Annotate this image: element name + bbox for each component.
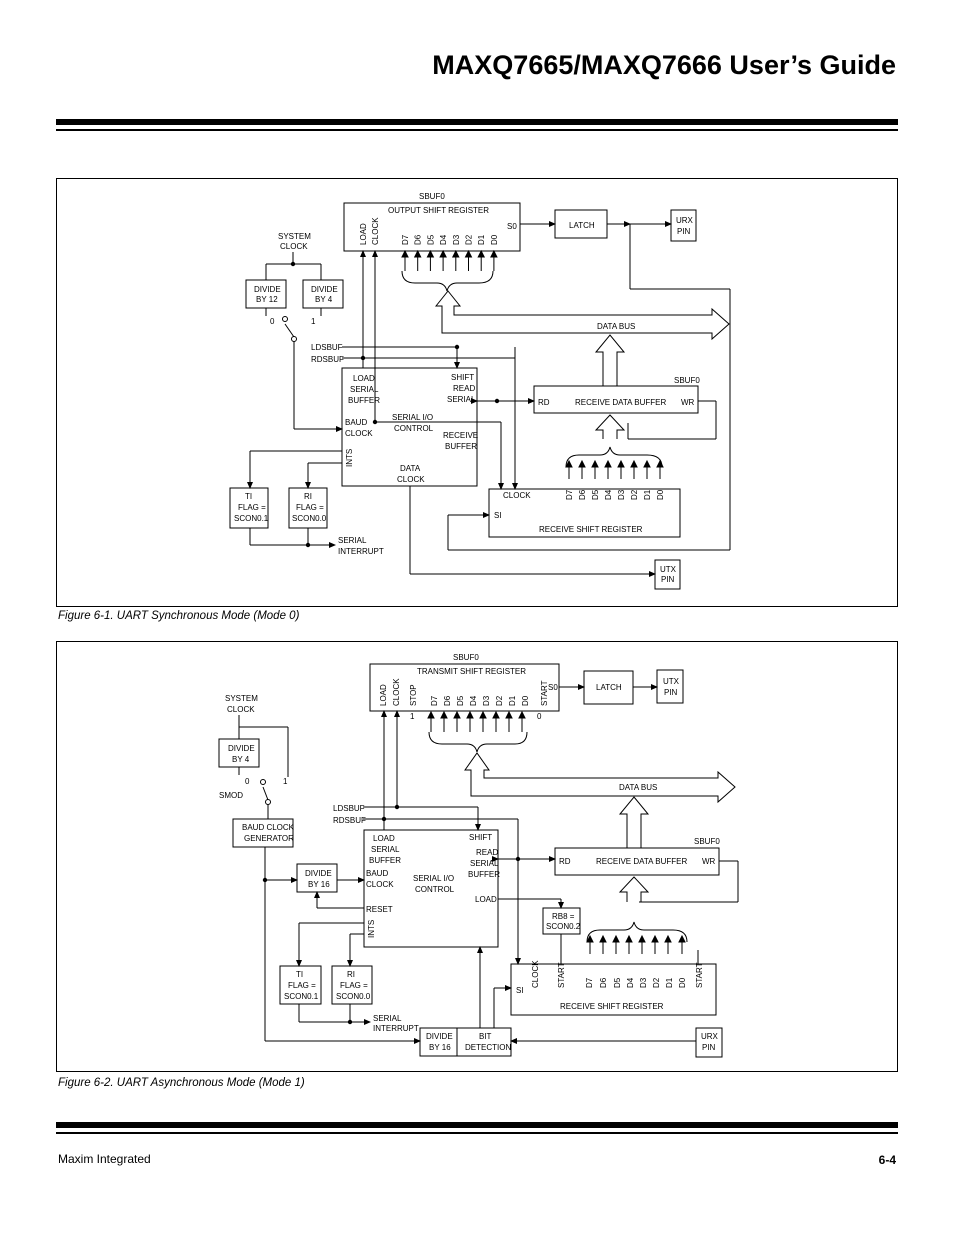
ti-2: FLAG = (238, 503, 266, 512)
tsr-label-3: D7 (430, 695, 439, 706)
ctl2-reset: RESET (366, 905, 393, 914)
ri2-1: RI (347, 970, 355, 979)
ri2-3: SCON0.0 (336, 992, 371, 1001)
rsr-bit-d7: D7 (565, 489, 574, 500)
ctl2-load-1: LOAD (373, 834, 395, 843)
bit-detect-1: BIT (479, 1032, 492, 1041)
tsr-label-1: CLOCK (392, 678, 401, 706)
ctl-shift-3: SERIAL (447, 395, 476, 404)
rsr-bit-d3: D3 (617, 489, 626, 500)
ctl2-read-1: READ (476, 848, 499, 857)
rsr2-label-0: CLOCK (531, 960, 540, 988)
header-rule-thick (56, 119, 898, 125)
latch-label: LATCH (569, 221, 595, 230)
urx-pin-box (671, 210, 696, 241)
switch-1-label: 1 (311, 317, 316, 326)
ctl-dclk-2: CLOCK (397, 475, 425, 484)
bit-detect-2: DETECTION (465, 1043, 512, 1052)
osr-bit-d1: D1 (477, 234, 487, 245)
ri-1: RI (304, 492, 312, 501)
utx-label-1: UTX (660, 565, 676, 574)
ri-2: FLAG = (296, 503, 324, 512)
ctl-load-3: BUFFER (348, 396, 380, 405)
ctl2-center-2: CONTROL (415, 885, 455, 894)
data-bus-label: DATA BUS (597, 322, 636, 331)
figure-6-2-diagram (57, 642, 899, 1073)
rsr2-label-3: D6 (599, 977, 608, 988)
ctl-shift-2: READ (453, 384, 476, 393)
rsr2-label-8: D1 (665, 977, 674, 988)
divide16b-2: BY 16 (429, 1043, 451, 1052)
tsr-label-7: D3 (482, 695, 491, 706)
sbuf-right-label: SBUF0 (674, 376, 700, 385)
osr-clock-label: CLOCK (371, 217, 380, 245)
osr-load-label: LOAD (359, 223, 368, 245)
tsr-label-0: LOAD (379, 684, 388, 706)
rsr-clock: CLOCK (503, 491, 531, 500)
rsr-bit-d6: D6 (578, 489, 587, 500)
rsr2-title: RECEIVE SHIFT REGISTER (560, 1002, 664, 1011)
osr-bit-d4: D4 (439, 234, 449, 245)
rsr-bit-d1: D1 (643, 489, 652, 500)
footer-rule-thick (56, 1122, 898, 1128)
osr-bit-d7: D7 (401, 234, 410, 245)
figure-6-2-frame (56, 641, 898, 1072)
latch-label-2: LATCH (596, 683, 622, 692)
tsr-stop-val: 1 (410, 712, 415, 721)
serial-interrupt-1: SERIAL (338, 536, 367, 545)
rdb2-rd: RD (559, 857, 571, 866)
baud-gen-1: BAUD CLOCK (242, 823, 295, 832)
rb8-2: SCON0.2 (546, 922, 581, 931)
tsr-label-5: D5 (456, 695, 465, 706)
rsr-bit-d0: D0 (656, 489, 665, 500)
rdb-rd: RD (538, 398, 550, 407)
figure-6-2-caption: Figure 6-2. UART Asynchronous Mode (Mode 1) (58, 1077, 305, 1089)
ctl-center-2: CONTROL (394, 424, 434, 433)
divide12-label-2: BY 12 (256, 295, 278, 304)
tsr-label-11: START (540, 680, 549, 706)
system-clock-label-2: CLOCK (280, 242, 308, 251)
footer-publisher: Maxim Integrated (58, 1152, 151, 1166)
utx-label-2a: UTX (663, 677, 679, 686)
urx2-2: PIN (702, 1043, 716, 1052)
figure-6-1-diagram (57, 179, 899, 608)
urx-label-1: URX (676, 216, 693, 225)
osr-bit-d3: D3 (451, 234, 461, 245)
osr-bit-d6: D6 (413, 234, 423, 245)
divide4-label-1: DIVIDE (311, 285, 338, 294)
rdb-wr: WR (681, 398, 695, 407)
ctl-ints: INTS (345, 448, 354, 467)
rsr2-label-10: START (695, 962, 704, 988)
osr-bit-d2: D2 (464, 234, 474, 245)
divide16a-2: BY 16 (308, 880, 330, 889)
document-title: MAXQ7665/MAXQ7666 User’s Guide (432, 50, 896, 80)
rb8-1: RB8 = (552, 912, 575, 921)
ctl-dclk-1: DATA (400, 464, 421, 473)
ctl2-baud-1: BAUD (366, 869, 389, 878)
rdb-title: RECEIVE DATA BUFFER (575, 398, 667, 407)
urx2-1: URX (701, 1032, 718, 1041)
tsr-label-9: D1 (508, 695, 517, 706)
ctl2-ints: INTS (367, 919, 376, 938)
tsr-label-2: STOP (409, 684, 418, 706)
system-clock-2a: SYSTEM (225, 694, 258, 703)
smod-label: SMOD (219, 791, 243, 800)
data-bus-arrow-fig1 (438, 283, 712, 314)
ti2-1: TI (296, 970, 304, 979)
osr-title: OUTPUT SHIFT REGISTER (388, 206, 490, 215)
baud-gen-2: GENERATOR (244, 834, 294, 843)
header-rule-thin (56, 129, 898, 131)
tsr-label-10: D0 (521, 695, 530, 706)
switch-1-label-2: 1 (283, 777, 288, 786)
ctl-baud-1: BAUD (345, 418, 368, 427)
utx-label-2: PIN (661, 575, 675, 584)
switch-0-label: 0 (270, 317, 275, 326)
ctl2-read-2: SERIAL (470, 859, 499, 868)
divide12-label-1: DIVIDE (254, 285, 281, 294)
ctl2-load2: LOAD (475, 895, 497, 904)
ctl2-shift: SHIFT (469, 833, 493, 842)
divide4-2b: BY 4 (232, 755, 250, 764)
divide16a-1: DIVIDE (305, 869, 332, 878)
ctl2-load-3: BUFFER (369, 856, 401, 865)
ti-1: TI (245, 492, 253, 501)
sbuf-top-label: SBUF0 (419, 192, 445, 201)
ctl-load-2: SERIAL (350, 385, 379, 394)
rsr-bit-d2: D2 (630, 489, 639, 500)
footer-rule-thin (56, 1132, 898, 1134)
ri-3: SCON0.0 (292, 514, 327, 523)
osr-s0-label: S0 (507, 222, 517, 231)
ctl-shift-1: SHIFT (451, 373, 475, 382)
tsr-start-val: 0 (537, 712, 542, 721)
ctl2-load-2: SERIAL (371, 845, 400, 854)
rsr-si: SI (494, 511, 502, 520)
figure-6-1-caption: Figure 6-1. UART Synchronous Mode (Mode 0) (58, 610, 300, 622)
ctl-baud-2: CLOCK (345, 429, 373, 438)
sbuf-top-label-2: SBUF0 (453, 653, 479, 662)
system-clock-2b: CLOCK (227, 705, 255, 714)
ldsbuf-label: LDSBUF (311, 343, 343, 352)
tsr-title: TRANSMIT SHIFT REGISTER (417, 667, 527, 676)
utx-label-2b: PIN (664, 688, 678, 697)
ctl-center-1: SERIAL I/O (392, 413, 434, 422)
rdb2-wr: WR (702, 857, 716, 866)
ctl-recv-2: BUFFER (445, 442, 477, 451)
rsr-title: RECEIVE SHIFT REGISTER (539, 525, 643, 534)
figure-6-1-frame (56, 178, 898, 607)
divide4-2a: DIVIDE (228, 744, 255, 753)
ctl-load-1: LOAD (353, 374, 375, 383)
rdsbuf-label-2: RDSBUF (333, 816, 366, 825)
ctl2-center-1: SERIAL I/O (413, 874, 455, 883)
divide4-label-2: BY 4 (315, 295, 333, 304)
ctl-recv-1: RECEIVE (443, 431, 479, 440)
tsr-label-6: D4 (469, 695, 478, 706)
rsr2-si: SI (516, 986, 524, 995)
data-bus-label-2: DATA BUS (619, 783, 658, 792)
rdsbuf-label: RDSBUF (311, 355, 344, 364)
ctl2-baud-2: CLOCK (366, 880, 394, 889)
sbuf-right-label-2: SBUF0 (694, 837, 720, 846)
ti2-3: SCON0.1 (284, 992, 319, 1001)
serial-interrupt-2b: INTERRUPT (373, 1024, 419, 1033)
system-clock-label-1: SYSTEM (278, 232, 311, 241)
rsr2-label-6: D3 (639, 977, 648, 988)
urx-label-2: PIN (677, 227, 691, 236)
tsr-label-8: D2 (495, 695, 504, 706)
tsr-s0: S0 (548, 683, 558, 692)
rsr-bit-d5: D5 (591, 489, 600, 500)
footer-page-number: 6-4 (878, 1153, 896, 1167)
switch-0-label-2: 0 (245, 777, 250, 786)
rsr2-label-2: D7 (585, 977, 594, 988)
rdb2-title: RECEIVE DATA BUFFER (596, 857, 688, 866)
ti2-2: FLAG = (288, 981, 316, 990)
divide16b-1: DIVIDE (426, 1032, 453, 1041)
rsr2-label-7: D2 (652, 977, 661, 988)
ti-3: SCON0.1 (234, 514, 269, 523)
ctl2-read-3: BUFFER (468, 870, 500, 879)
serial-interrupt-2a: SERIAL (373, 1014, 402, 1023)
rsr2-label-4: D5 (613, 977, 622, 988)
rsr2-label-5: D4 (626, 977, 635, 988)
ldsbuf-label-2: LDSBUF (333, 804, 365, 813)
utx-pin-box-2 (657, 670, 683, 703)
rsr2-label-9: D0 (678, 977, 687, 988)
ri2-2: FLAG = (340, 981, 368, 990)
osr-bit-d0: D0 (489, 234, 499, 245)
rsr2-label-1: START (557, 962, 566, 988)
serial-interrupt-2: INTERRUPT (338, 547, 384, 556)
tsr-label-4: D6 (443, 695, 452, 706)
osr-bit-d5: D5 (426, 234, 436, 245)
rsr-bit-d4: D4 (604, 489, 613, 500)
